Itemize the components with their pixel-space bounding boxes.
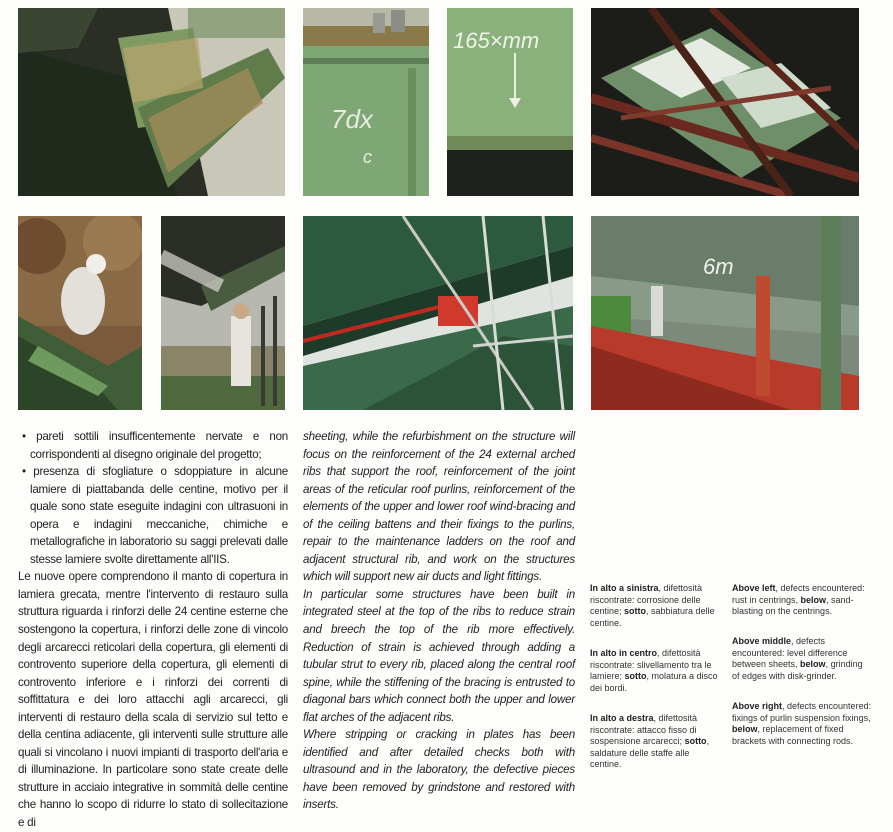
photo-brackets-6m (591, 216, 859, 410)
italian-paragraph: Le nuove opere comprendono il manto di copertura in lamiera grecata, mentre l'intervento di restauro sulla struttura riguarda i rinforzi delle 24 centine esterne che sostengono la copertura, i rinforzi delle zone di vincolo degli arcarecci reticolari della copertura, gli elementi di controvento superiore della copertura, gli elementi di controvento inferiore e i rinforzi dei correnti di soffittatura e dei loro attacchi agli arcarecci, gli interventi di restauro della scala di servizio sul tetto e della centina adiacente, gli interventi sulle strutture alle quali si vincolano i nuovi impianti di trasporto dell'aria e di illuminazione. In particolare sono state create delle strutture in acciaio integrative in sommità delle centine che hanno lo scopo di ridurre lo stato di sollecitazione e di (18, 570, 288, 830)
photo-plate-marking-165 (447, 8, 573, 196)
caption-below: below (800, 659, 826, 670)
plate-marking-text: 165×mm (453, 28, 540, 53)
caption-text: , difettosità riscontrate: slivellamento tra le lamiere; (590, 648, 712, 682)
english-paragraph: In particular some structures have been built in integrated steel at the top of the ribs to reduce strain and breech the top of the rib more effectively. Reduction of strain is achieved through adding a tubular strut to every rib, placed along the central roof spine, while the stiffening of the bracing is entrusted to diagonal bars which connect both the upper and lower flat arches of the adjacent ribs. (303, 587, 575, 724)
caption-heading: In alto in centro (590, 648, 658, 658)
caption-en (732, 583, 872, 618)
caption-en (732, 701, 872, 747)
caption-text: , saldature delle staffe alle centine. (590, 736, 710, 770)
caption-text: , replacement of fixed brackets with connecting rods. (732, 724, 854, 746)
caption-text: , difettosità riscontrate: attacco fisso di sospensione arcarecci; (590, 713, 698, 747)
italian-text-column (18, 428, 288, 832)
caption-text: , defects encountered: fixings of purlin suspension fixings, (732, 701, 872, 723)
caption-it (590, 648, 720, 694)
caption-en (732, 636, 872, 682)
photo-sandblasting-ground (161, 216, 285, 410)
photo-roof-purlins (591, 8, 859, 196)
caption-heading: In alto a sinistra (590, 583, 659, 593)
english-text-column (303, 428, 575, 814)
caption-below: below (732, 724, 758, 735)
caption-text: , sabbiatura delle centine. (590, 606, 715, 628)
bullet-item: • presenza di sfogliature o sdoppiature in alcune lamiere di piattabanda delle centine, motivo per il quale sono state eseguite indagini con ultrasuoni in opera e indagini meccaniche, chimiche e metallografiche in laboratorio su saggi prelevati dalle stesse lamiere svolte direttamente all'IIS. (22, 465, 289, 566)
bullet-text: pareti sottili insufficentemente nervate e non corrispondenti al disegno originale del progetto; (30, 430, 288, 461)
svg-text:c: c (363, 147, 372, 167)
caption-text: , grinding of edges with disk-grinder. (732, 659, 863, 681)
photo-rusted-centring (18, 8, 285, 196)
plate-marking-text: 7dx (331, 104, 373, 134)
caption-heading: Above middle (732, 636, 792, 646)
photo-grinding-scaffold (303, 216, 573, 410)
caption-heading: Above left (732, 583, 776, 593)
english-paragraph: Where stripping or cracking in plates has been identified and after detailed checks both with ultrasound and in the laboratory, the defective pieces have been removed by grindstone and restored with inserts. (303, 728, 575, 812)
caption-text: , sand-blasting on the centrings. (732, 594, 854, 617)
caption-text: , defects encountered: rust in centrings, (732, 583, 865, 605)
caption-text: , molatura a disco dei bordi. (590, 671, 718, 693)
caption-below: sotto (624, 606, 647, 617)
caption-text: , defects encountered: level difference between sheets, (732, 636, 848, 670)
caption-below: sotto (624, 671, 647, 682)
caption-below: sotto (684, 736, 707, 747)
bullet-item: • pareti sottili insufficentemente nervate e non corrispondenti al disegno originale del progetto; (22, 430, 288, 461)
caption-it (590, 713, 720, 771)
caption-heading: In alto a destra (590, 713, 654, 723)
caption-it (590, 583, 720, 629)
photo-plate-marking-7dx (303, 8, 429, 196)
caption-heading: Above right (732, 701, 783, 711)
caption-below: below (800, 594, 827, 605)
photo-sandblasting-worker (18, 216, 142, 410)
english-paragraph: sheeting, while the refurbishment on the structure will focus on the reinforcement of the 24 external arched ribs that support the roof, reinforcement of the joint areas of the reticular roof purlins, reinforcement of the elements of the upper and lower roof wind-bracing and of the ceiling battens and their fixings to the purlins, repair to the maintenance ladders on the roof and adjacent structural rib, and work on the structures which will support new air ducts and light fittings. (303, 430, 575, 584)
plate-marking-text: 6m (703, 254, 734, 279)
bullet-text: presenza di sfogliature o sdoppiature in alcune lamiere di piattabanda delle centine, motivo per il quale sono state eseguite indagini con ultrasuoni in opera e indagini meccaniche, chimiche e metallografiche in laboratorio su saggi prelevati dalle stesse lamiere svolte direttamente all'IIS. (30, 465, 289, 566)
caption-text: , difettosità riscontrate: corrosione delle centine; (590, 583, 703, 617)
